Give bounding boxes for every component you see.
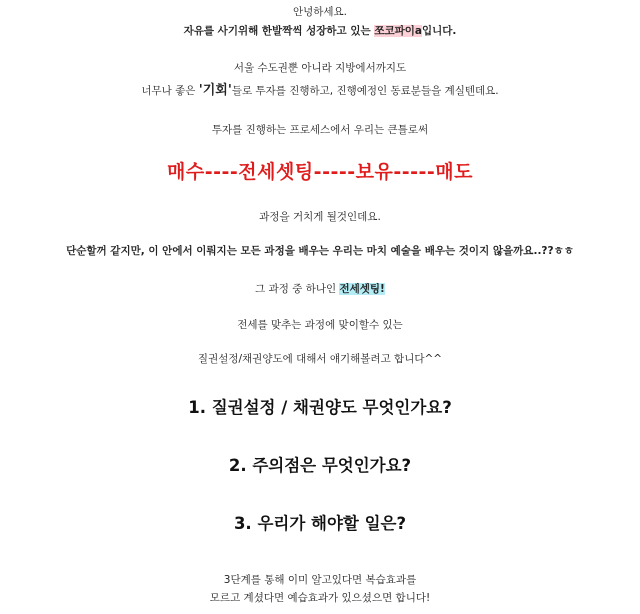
jeonse-setting-highlight: 전세셋팅! xyxy=(339,283,385,295)
process-steps-heading: 매수----전세셋팅-----보유-----매도 xyxy=(167,161,473,183)
closing-text-2: 모르고 계셨다면 예습효과가 있으셨으면 합니다! xyxy=(209,592,431,604)
opportunity-pre: 너무나 좋은 xyxy=(141,85,199,97)
section-heading-1: 1. 질권설정 / 채권양도 무엇인가요? xyxy=(188,398,452,417)
intro-text-pre: 자유를 사기위해 한발짝씩 성장하고 있는 xyxy=(183,25,375,37)
closing-text-1: 3단계를 통해 이미 알고있다면 복습효과를 xyxy=(223,574,417,586)
section-heading-2: 2. 주의점은 무엇인가요? xyxy=(228,456,412,475)
greeting-text: 안녕하세요. xyxy=(292,6,348,18)
section-heading-3: 3. 우리가 해야할 일은? xyxy=(233,514,407,533)
paragraph-region: 서울 수도권뿐 아니라 지방에서까지도 xyxy=(233,62,407,74)
intro-text-post: 입니다. xyxy=(421,25,457,37)
opportunity-post: 들로 투자를 진행하고, 진행예정인 동료분들을 계실텐데요. xyxy=(231,85,499,97)
paragraph-jeonse: 전세를 맞추는 과정에 맞이할수 있는 xyxy=(237,319,403,331)
paragraph-stages: 과정을 거치게 될것인데요. xyxy=(259,211,381,223)
paragraph-one-of-process xyxy=(0,281,640,296)
intro-text xyxy=(0,23,640,38)
paragraph-art: 단순할꺼 같지만, 이 안에서 이뤄지는 모든 과정을 배우는 우리는 마치 예술을 배우는 것이지 않을까요..??ㅎㅎ xyxy=(66,245,574,257)
paragraph-opportunity xyxy=(0,79,640,98)
opportunity-keyword: '기회' xyxy=(198,83,232,98)
paragraph-process: 투자를 진행하는 프로세스에서 우리는 큰틀로써 xyxy=(211,124,429,136)
paragraph-topic: 질권설정/채권양도에 대해서 얘기해볼려고 합니다^^ xyxy=(197,353,443,365)
author-name-highlight: 쪼코파이a xyxy=(374,25,422,37)
one-of-process-pre: 그 과정 중 하나인 xyxy=(255,283,340,295)
